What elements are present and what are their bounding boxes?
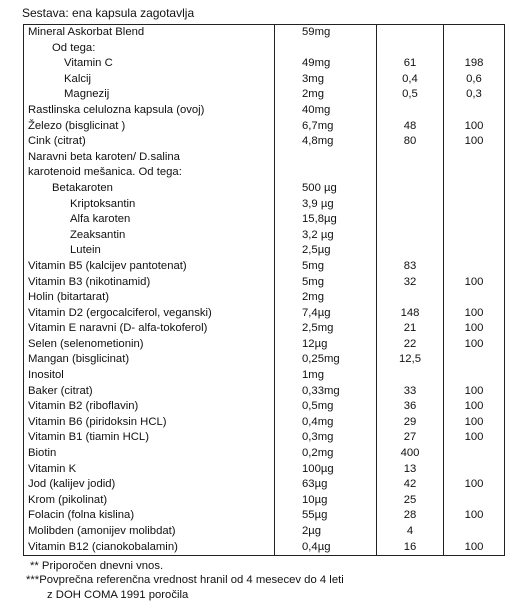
nutrient-reference-percent: 198 xyxy=(444,56,505,72)
table-row xyxy=(24,259,505,275)
nutrient-amount xyxy=(275,41,377,57)
nutrient-daily-percent: 12,5 xyxy=(377,352,444,368)
nutrient-daily-percent: 148 xyxy=(377,306,444,322)
nutrient-reference-percent xyxy=(444,290,505,306)
nutrient-name: Vitamin K xyxy=(24,462,275,478)
nutrient-amount: 40mg xyxy=(275,103,377,119)
nutrient-amount: 12µg xyxy=(275,337,377,353)
nutrient-daily-percent xyxy=(377,212,444,228)
nutrient-amount: 59mg xyxy=(275,25,377,41)
nutrient-name: Mineral Askorbat Blend xyxy=(24,25,275,41)
nutrient-name: Vitamin B2 (riboflavin) xyxy=(24,399,275,415)
nutrient-name: Vitamin C xyxy=(24,56,275,72)
nutrient-name: Selen (selenometionin) xyxy=(24,337,275,353)
nutrient-name: Cink (citrat) xyxy=(24,134,275,150)
nutrient-reference-percent: 100 xyxy=(444,321,505,337)
nutrient-name: Vitamin B3 (nikotinamid) xyxy=(24,275,275,291)
nutrient-amount: 15,8µg xyxy=(275,212,377,228)
nutrient-amount: 0,33mg xyxy=(275,384,377,400)
nutrient-name: Vitamin B5 (kalcijev pantotenat) xyxy=(24,259,275,275)
table-row xyxy=(24,165,505,181)
nutrient-daily-percent: 48 xyxy=(377,119,444,135)
nutrition-table-body xyxy=(24,25,505,556)
nutrient-daily-percent xyxy=(377,150,444,166)
nutrient-daily-percent: 21 xyxy=(377,321,444,337)
nutrient-reference-percent: 100 xyxy=(444,508,505,524)
table-row xyxy=(24,25,505,41)
nutrient-name: Kriptoksantin xyxy=(24,197,275,213)
nutrient-amount: 2,5mg xyxy=(275,321,377,337)
nutrient-name: Vitamin B1 (tiamin HCL) xyxy=(24,430,275,446)
nutrient-name: Baker (citrat) xyxy=(24,384,275,400)
nutrient-reference-percent xyxy=(444,493,505,509)
nutrient-amount: 4,8mg xyxy=(275,134,377,150)
nutrient-name: Kalcij xyxy=(24,72,275,88)
nutrient-amount: 6,7mg xyxy=(275,119,377,135)
nutrient-amount: 3,2 µg xyxy=(275,228,377,244)
nutrient-daily-percent: 16 xyxy=(377,540,444,556)
nutrient-reference-percent: 0,3 xyxy=(444,87,505,103)
nutrient-daily-percent xyxy=(377,368,444,384)
nutrient-daily-percent: 28 xyxy=(377,508,444,524)
table-row xyxy=(24,540,505,556)
nutrient-reference-percent xyxy=(444,103,505,119)
nutrient-amount xyxy=(275,150,377,166)
table-row xyxy=(24,508,505,524)
nutrient-daily-percent: 22 xyxy=(377,337,444,353)
nutrient-name: Alfa karoten xyxy=(24,212,275,228)
table-row xyxy=(24,119,505,135)
nutrient-daily-percent xyxy=(377,228,444,244)
table-row xyxy=(24,306,505,322)
nutrient-reference-percent: 100 xyxy=(444,337,505,353)
nutrient-amount: 7,4µg xyxy=(275,306,377,322)
nutrient-name: Folacin (folna kislina) xyxy=(24,508,275,524)
nutrient-name: Betakaroten xyxy=(24,181,275,197)
nutrient-reference-percent xyxy=(444,462,505,478)
nutrient-reference-percent xyxy=(444,165,505,181)
footnote-3: z DOH COMA 1991 poročila xyxy=(47,589,189,601)
nutrient-reference-percent: 100 xyxy=(444,119,505,135)
nutrient-reference-percent xyxy=(444,524,505,540)
table-row xyxy=(24,243,505,259)
nutrient-daily-percent: 4 xyxy=(377,524,444,540)
table-row xyxy=(24,181,505,197)
nutrient-amount: 0,2mg xyxy=(275,446,377,462)
table-row xyxy=(24,87,505,103)
nutrient-amount: 2,5µg xyxy=(275,243,377,259)
nutrient-name: Jod (kalijev jodid) xyxy=(24,477,275,493)
nutrient-name: Molibden (amonijev molibdat) xyxy=(24,524,275,540)
nutrient-name: Rastlinska celulozna kapsula (ovoj) xyxy=(24,103,275,119)
nutrient-amount: 49mg xyxy=(275,56,377,72)
table-row xyxy=(24,352,505,368)
nutrient-name: Od tega: xyxy=(24,41,275,57)
table-row xyxy=(24,415,505,431)
nutrient-name: Biotin xyxy=(24,446,275,462)
nutrient-amount: 500 µg xyxy=(275,181,377,197)
nutrient-reference-percent: 100 xyxy=(444,415,505,431)
nutrient-daily-percent: 42 xyxy=(377,477,444,493)
nutrient-daily-percent xyxy=(377,25,444,41)
nutrient-amount: 5mg xyxy=(275,259,377,275)
nutrient-daily-percent xyxy=(377,165,444,181)
label-caption: Sestava: ena kapsula zagotavlja xyxy=(22,6,195,20)
nutrient-daily-percent: 0,5 xyxy=(377,87,444,103)
nutrient-name: Vitamin E naravni (D- alfa-tokoferol) xyxy=(24,321,275,337)
table-row xyxy=(24,368,505,384)
table-row xyxy=(24,462,505,478)
table-row xyxy=(24,72,505,88)
nutrient-reference-percent xyxy=(444,197,505,213)
nutrient-amount: 0,25mg xyxy=(275,352,377,368)
nutrition-table xyxy=(23,24,505,556)
nutrient-name: Vitamin B6 (piridoksin HCL) xyxy=(24,415,275,431)
nutrient-name: Vitamin B12 (cianokobalamin) xyxy=(24,540,275,556)
nutrient-daily-percent: 33 xyxy=(377,384,444,400)
table-row xyxy=(24,493,505,509)
nutrient-name: Krom (pikolinat) xyxy=(24,493,275,509)
nutrient-amount: 10µg xyxy=(275,493,377,509)
nutrient-reference-percent xyxy=(444,41,505,57)
nutrient-amount: 3mg xyxy=(275,72,377,88)
nutrient-daily-percent xyxy=(377,41,444,57)
nutrient-daily-percent: 25 xyxy=(377,493,444,509)
nutrient-daily-percent: 32 xyxy=(377,275,444,291)
nutrient-amount: 2µg xyxy=(275,524,377,540)
table-row xyxy=(24,337,505,353)
footnote-1: ** Priporočen dnevni vnos. xyxy=(30,560,164,572)
nutrient-amount: 1mg xyxy=(275,368,377,384)
nutrient-daily-percent xyxy=(377,181,444,197)
nutrient-amount: 0,5mg xyxy=(275,399,377,415)
table-row xyxy=(24,103,505,119)
nutrient-name: Naravni beta karoten/ D.salina xyxy=(24,150,275,166)
nutrient-daily-percent: 29 xyxy=(377,415,444,431)
table-row xyxy=(24,41,505,57)
table-row xyxy=(24,430,505,446)
nutrient-reference-percent: 100 xyxy=(444,384,505,400)
nutrient-name: Lutein xyxy=(24,243,275,259)
nutrient-reference-percent: 100 xyxy=(444,275,505,291)
nutrient-reference-percent: 0,6 xyxy=(444,72,505,88)
nutrient-name: Inositol xyxy=(24,368,275,384)
nutrient-name: Magnezij xyxy=(24,87,275,103)
footnote-2: ***Povprečna referenčna vrednost hranil od 4 mesecev do 4 leti xyxy=(26,574,344,586)
nutrient-daily-percent: 36 xyxy=(377,399,444,415)
nutrient-daily-percent: 13 xyxy=(377,462,444,478)
nutrient-daily-percent: 83 xyxy=(377,259,444,275)
table-row xyxy=(24,275,505,291)
nutrient-reference-percent xyxy=(444,212,505,228)
nutrient-name: Holin (bitartarat) xyxy=(24,290,275,306)
nutrient-daily-percent: 80 xyxy=(377,134,444,150)
table-row xyxy=(24,399,505,415)
nutrient-reference-percent xyxy=(444,25,505,41)
nutrient-daily-percent xyxy=(377,103,444,119)
nutrient-daily-percent: 0,4 xyxy=(377,72,444,88)
nutrient-reference-percent xyxy=(444,228,505,244)
nutrient-reference-percent: 100 xyxy=(444,540,505,556)
nutrient-daily-percent: 400 xyxy=(377,446,444,462)
nutrient-daily-percent xyxy=(377,197,444,213)
table-row xyxy=(24,197,505,213)
nutrient-amount: 63µg xyxy=(275,477,377,493)
table-row xyxy=(24,477,505,493)
table-row xyxy=(24,134,505,150)
nutrient-reference-percent xyxy=(444,446,505,462)
nutrient-amount xyxy=(275,165,377,181)
nutrient-amount: 0,4mg xyxy=(275,415,377,431)
nutrient-amount: 0,4µg xyxy=(275,540,377,556)
table-row xyxy=(24,290,505,306)
nutrient-amount: 100µg xyxy=(275,462,377,478)
table-row xyxy=(24,150,505,166)
nutrient-reference-percent: 100 xyxy=(444,477,505,493)
nutrient-amount: 2mg xyxy=(275,87,377,103)
nutrient-reference-percent xyxy=(444,259,505,275)
nutrient-daily-percent xyxy=(377,290,444,306)
table-row xyxy=(24,446,505,462)
table-row xyxy=(24,228,505,244)
nutrient-name: karotenoid mešanica. Od tega: xyxy=(24,165,275,181)
nutrient-reference-percent: 100 xyxy=(444,306,505,322)
table-row xyxy=(24,384,505,400)
table-row xyxy=(24,56,505,72)
nutrient-daily-percent: 61 xyxy=(377,56,444,72)
nutrient-reference-percent: 100 xyxy=(444,430,505,446)
nutrient-reference-percent xyxy=(444,150,505,166)
nutrient-reference-percent xyxy=(444,181,505,197)
nutrient-amount: 0,3mg xyxy=(275,430,377,446)
nutrient-reference-percent: 100 xyxy=(444,399,505,415)
nutrient-reference-percent xyxy=(444,352,505,368)
nutrient-name: Vitamin D2 (ergocalciferol, veganski) xyxy=(24,306,275,322)
nutrient-name: Mangan (bisglicinat) xyxy=(24,352,275,368)
nutrient-daily-percent xyxy=(377,243,444,259)
table-row xyxy=(24,321,505,337)
nutrient-daily-percent: 27 xyxy=(377,430,444,446)
nutrient-name: Železo (bisglicinat ) xyxy=(24,119,275,135)
nutrient-amount: 2mg xyxy=(275,290,377,306)
nutrient-reference-percent xyxy=(444,368,505,384)
nutrient-reference-percent xyxy=(444,243,505,259)
nutrient-name: Zeaksantin xyxy=(24,228,275,244)
table-row xyxy=(24,524,505,540)
nutrient-amount: 5mg xyxy=(275,275,377,291)
nutrient-amount: 3,9 µg xyxy=(275,197,377,213)
nutrient-reference-percent: 100 xyxy=(444,134,505,150)
table-row xyxy=(24,212,505,228)
nutrient-amount: 55µg xyxy=(275,508,377,524)
